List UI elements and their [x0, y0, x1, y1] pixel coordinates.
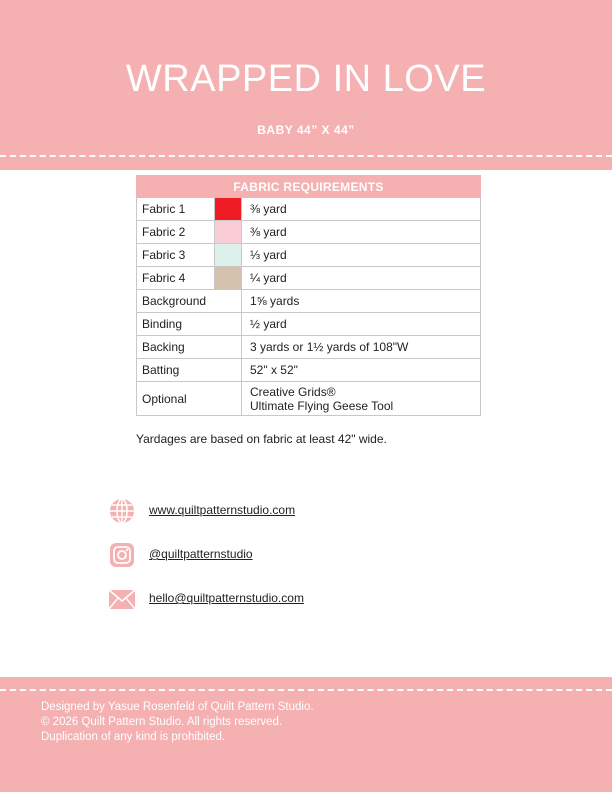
row-label: Background: [137, 290, 242, 313]
footer-disclaimer: Duplication of any kind is prohibited.: [41, 731, 226, 743]
row-amount: 1⅝ yards: [242, 290, 481, 313]
fabric-swatch: [215, 221, 242, 244]
page-title: WRAPPED IN LOVE: [125, 58, 487, 100]
row-amount: 3 yards or 1½ yards of 108"W: [242, 336, 481, 359]
instagram-icon: [108, 542, 136, 568]
row-label: Batting: [137, 359, 242, 382]
swatch-color: [215, 267, 241, 289]
website-link[interactable]: www.quiltpatternstudio.com: [149, 503, 296, 517]
table-row: [137, 359, 481, 382]
swatch-color: [215, 244, 241, 266]
fabric-swatch: [215, 198, 242, 221]
row-label: Fabric 4: [137, 267, 215, 290]
row-label: Fabric 2: [137, 221, 215, 244]
email-link[interactable]: hello@quiltpatternstudio.com: [149, 591, 304, 605]
row-amount-line: Ultimate Flying Geese Tool: [250, 398, 394, 413]
row-label: Optional: [137, 382, 242, 416]
table-row: [137, 313, 481, 336]
header-dashed-divider: [0, 155, 612, 157]
row-amount-line: Creative Grids®: [250, 384, 336, 399]
contact-website[interactable]: [108, 498, 408, 524]
row-amount: ½ yard: [242, 313, 481, 336]
table-row: [137, 221, 481, 244]
table-row: [137, 290, 481, 313]
table-row: [137, 336, 481, 359]
table-row: [137, 382, 481, 416]
contact-email[interactable]: [108, 586, 408, 612]
footer-credit: Designed by Yasue Rosenfeld of Quilt Pattern Studio.: [41, 701, 314, 713]
table-row: [137, 198, 481, 221]
fabric-swatch: [215, 267, 242, 290]
table-heading: FABRIC REQUIREMENTS: [137, 176, 481, 198]
footer-copyright: © 2026 Quilt Pattern Studio. All rights reserved.: [41, 716, 283, 728]
table-row: [137, 244, 481, 267]
row-label: Binding: [137, 313, 242, 336]
fabric-requirements-table: [136, 175, 481, 416]
fabric-swatch: [215, 244, 242, 267]
footer-band: [0, 677, 612, 792]
yardage-note: Yardages are based on fabric at least 42" wide.: [136, 432, 387, 446]
row-amount: ⅓ yard: [242, 244, 481, 267]
globe-icon: [108, 498, 136, 524]
header-band: [0, 0, 612, 170]
swatch-color: [215, 221, 241, 243]
page-subtitle: BABY 44” X 44”: [257, 123, 355, 137]
footer-dashed-divider: [0, 689, 612, 691]
footer-text: [41, 700, 314, 745]
row-amount: [242, 382, 481, 416]
table-header-row: [137, 176, 481, 198]
row-amount: 52" x 52": [242, 359, 481, 382]
row-amount: ⅜ yard: [242, 198, 481, 221]
contact-instagram[interactable]: [108, 542, 408, 568]
row-label: Backing: [137, 336, 242, 359]
row-label: Fabric 3: [137, 244, 215, 267]
swatch-color: [215, 198, 241, 220]
mail-icon: [108, 586, 136, 612]
row-amount: ⅜ yard: [242, 221, 481, 244]
row-amount: ¼ yard: [242, 267, 481, 290]
table-row: [137, 267, 481, 290]
row-label: Fabric 1: [137, 198, 215, 221]
instagram-link[interactable]: @quiltpatternstudio: [149, 547, 253, 561]
